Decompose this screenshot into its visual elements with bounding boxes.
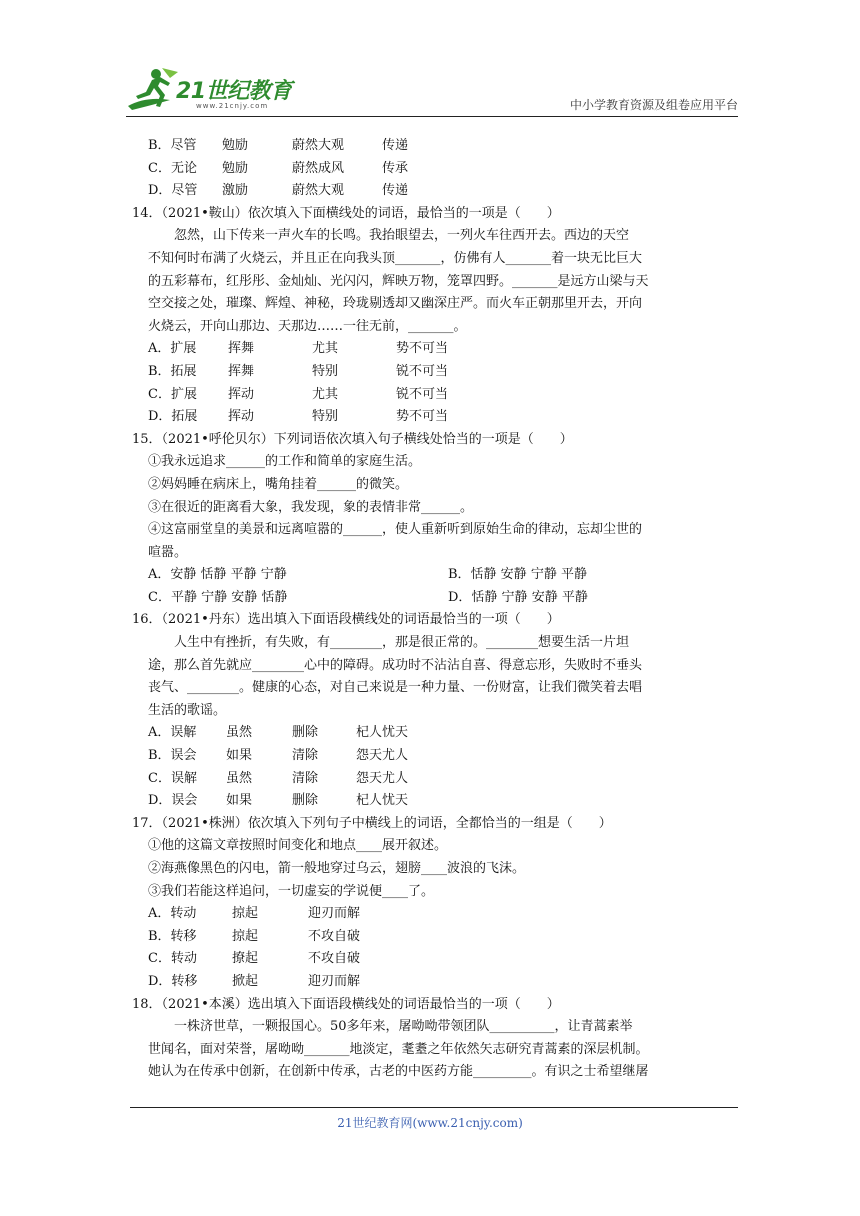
option-word: 掠起 (232, 928, 259, 944)
option-text: C．平静 宁静 安静 恬静 (148, 589, 288, 605)
option-word: 清除 (292, 770, 319, 786)
option-word: 迎刃而解 (308, 973, 361, 989)
option-word: D．误会 (148, 793, 198, 809)
option-word: C．转动 (148, 951, 197, 967)
option-row (132, 768, 732, 791)
sentence-item: ③在很近的距离看大象，我发现，象的表情非常______。 (148, 499, 474, 515)
passage-line: 人生中有挫折，有失败，有________，那是很正常的。________想要生活一片坦 (174, 635, 630, 651)
option-word: C．误解 (148, 770, 197, 786)
option-word: B．拓展 (148, 363, 197, 379)
passage-line: 火烧云，开向山那边、天那边……一往无前，_______。 (148, 318, 467, 334)
page-footer: 21世纪教育网(www.21cnjy.com) (337, 1116, 523, 1130)
option-word: 杞人忧天 (356, 793, 409, 809)
option-word: 虽然 (226, 770, 253, 786)
sentence-item: 喧嚣。 (148, 544, 188, 560)
passage-line: 一株济世草，一颗报国心。50多年来，屠呦呦带领团队__________，让青蒿素举 (174, 1019, 633, 1035)
passage-line: 世闻名，面对荣誉，屠呦呦_______地淡定，耄耋之年依然矢志研究青蒿素的深层机制。 (148, 1041, 649, 1057)
option-word: 锐不可当 (396, 363, 449, 379)
option-word: 尤其 (312, 341, 339, 357)
passage-line: 空交接之处，璀璨、辉煌、神秘，玲珑剔透却又幽深庄严。而火车正朝那里开去，开向 (148, 296, 643, 312)
platform-name: 中小学教育资源及组卷应用平台 (569, 98, 738, 112)
option-word: 如果 (226, 748, 253, 764)
passage-line: 忽然，山下传来一声火车的长鸣。我抬眼望去，一列火车往西开去。西边的天空 (174, 228, 630, 244)
option-row (132, 158, 732, 181)
sentence-item: ①我永远追求______的工作和简单的家庭生活。 (148, 454, 422, 470)
question-title: 15．（2021•呼伦贝尔）下列词语依次填入句子横线处恰当的一项是（ ） (132, 431, 573, 447)
option-word: 尤其 (312, 386, 339, 402)
option-word: D．拓展 (148, 409, 198, 425)
option-word: 怨天尤人 (356, 770, 409, 786)
option-row (132, 587, 732, 610)
option-word: A．误解 (148, 725, 197, 741)
option-text: A．安静 恬静 平静 宁静 (148, 567, 287, 583)
sentence-item: ①他的这篇文章按照时间变化和地点____展开叙述。 (148, 838, 448, 854)
option-word: 挥舞 (228, 363, 255, 379)
question-content (132, 135, 732, 1084)
runner-logo-icon (126, 66, 182, 114)
passage-line: 不知何时布满了火烧云，并且正在向我头顶_______，仿佛有人_______着一块无比巨大 (148, 250, 643, 266)
passage-line: 她认为在传承中创新，在创新中传承，古老的中医药方能_________。有识之士希望继屠 (148, 1064, 649, 1080)
option-word: 挥动 (228, 386, 255, 402)
logo-text: 21世纪教育 (176, 79, 292, 104)
option-word: 蔚然大观 (292, 183, 345, 199)
option-word: B．误会 (148, 748, 197, 764)
option-text: D．恬静 宁静 安静 平静 (448, 589, 588, 605)
question-title: 14．（2021•鞍山）依次填入下面横线处的词语，最恰当的一项是（ ） (132, 205, 560, 221)
passage-line: 的五彩幕布，红彤彤、金灿灿、光闪闪，辉映万物，笼罩四野。_______是远方山梁与天 (148, 273, 649, 289)
option-word: 撩起 (232, 951, 259, 967)
option-text: B．恬静 安静 宁静 平静 (448, 567, 587, 583)
option-word: 杞人忧天 (356, 725, 409, 741)
option-word: 激励 (222, 183, 249, 199)
option-row (132, 971, 732, 994)
option-word: A．转动 (148, 906, 197, 922)
question-title: 18．（2021•本溪）选出填入下面语段横线处的词语最恰当的一项（ ） (132, 996, 560, 1012)
option-word: 挥舞 (228, 341, 255, 357)
option-row (132, 926, 732, 949)
option-word: 清除 (292, 748, 319, 764)
option-word: 掀起 (232, 973, 259, 989)
option-word: 删除 (292, 725, 319, 741)
option-word: A．扩展 (148, 341, 197, 357)
option-word: 特别 (312, 363, 339, 379)
option-word: 怨天尤人 (356, 748, 409, 764)
option-word: C．扩展 (148, 386, 197, 402)
logo-url: www.21cnjy.com (196, 102, 269, 110)
option-word: D．转移 (148, 973, 198, 989)
sentence-item: ②海燕像黑色的闪电，箭一般地穿过乌云，翅膀____波浪的飞沫。 (148, 861, 526, 876)
page-header (126, 66, 738, 116)
option-row (132, 564, 732, 587)
sentence-item: ③我们若能这样追问，一切虚妄的学说便____了。 (148, 883, 435, 899)
question-title: 17．（2021•株洲）依次填入下列句子中横线上的词语，全都恰当的一组是（ ） (132, 815, 612, 831)
footer-divider (130, 1107, 738, 1108)
option-word: 不攻自破 (308, 951, 361, 967)
option-row (132, 903, 732, 926)
option-row (132, 948, 732, 971)
option-row (132, 745, 732, 768)
option-word: 势不可当 (396, 409, 449, 425)
option-word: 删除 (292, 793, 319, 809)
header-divider (126, 116, 738, 117)
option-word: B．转移 (148, 928, 197, 944)
option-word: 锐不可当 (396, 386, 449, 402)
option-word: 蔚然大观 (292, 138, 345, 153)
option-word: 特别 (312, 409, 339, 425)
option-word: 勉励 (222, 160, 249, 176)
passage-line: 生活的歌谣。 (148, 702, 227, 718)
passage-line: 丧气、________。健康的心态，对自己来说是一种力量、一份财富，让我们微笑着去唱 (148, 680, 643, 696)
option-row (132, 135, 732, 158)
option-row (132, 180, 732, 203)
option-word: 勉励 (222, 138, 249, 153)
option-row (132, 790, 732, 813)
question-title: 16．（2021•丹东）选出填入下面语段横线处的词语最恰当的一项（ ） (132, 612, 560, 628)
sentence-item: ④这富丽堂皇的美景和远离喧嚣的______，使人重新听到原始生命的律动，忘却尘世的 (148, 522, 643, 538)
passage-line: 途，那么首先就应________心中的障碍。成功时不沾沾自喜、得意忘形，失败时不垂头 (148, 657, 643, 673)
option-row (132, 722, 732, 745)
option-row (132, 384, 732, 407)
option-word: D．尽管 (148, 183, 198, 199)
option-word: 如果 (226, 793, 253, 809)
option-word: 不攻自破 (308, 928, 361, 944)
option-word: 挥动 (228, 409, 255, 425)
option-word: 掠起 (232, 906, 259, 922)
logo (126, 66, 296, 114)
sentence-item: ②妈妈睡在病床上，嘴角挂着______的微笑。 (148, 476, 409, 492)
option-word: 蔚然成风 (292, 160, 345, 176)
option-row (132, 406, 732, 429)
option-word: 虽然 (226, 725, 253, 741)
option-word: 势不可当 (396, 341, 449, 357)
option-word: 传递 (382, 138, 409, 153)
option-word: B．尽管 (148, 138, 197, 153)
option-row (132, 361, 732, 384)
option-word: 迎刃而解 (308, 906, 361, 922)
option-word: 传承 (382, 160, 409, 176)
option-word: 传递 (382, 183, 409, 199)
option-row (132, 338, 732, 361)
option-word: C．无论 (148, 160, 197, 176)
